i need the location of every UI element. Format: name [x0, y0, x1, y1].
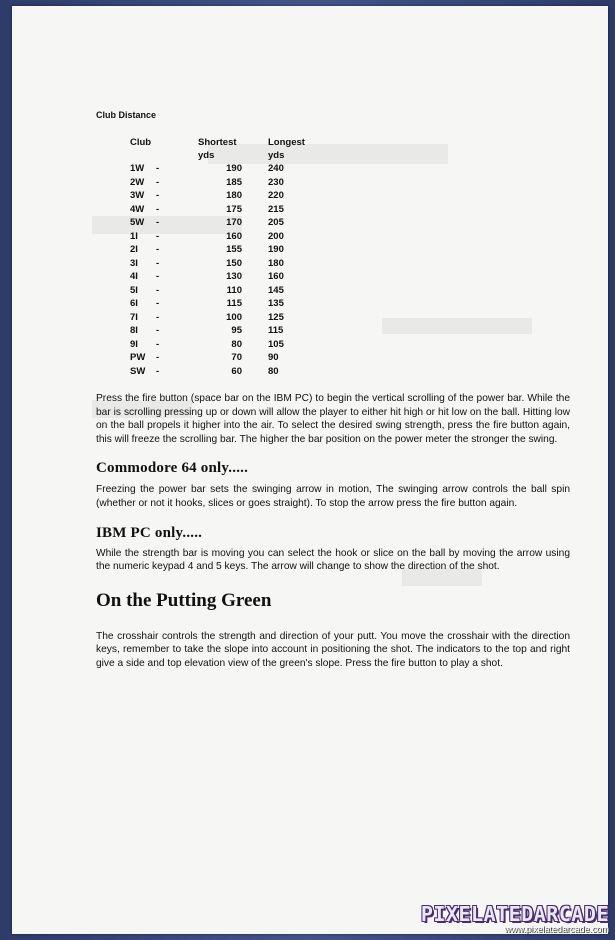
table-row: [130, 243, 318, 257]
table-row: [130, 162, 318, 176]
table-row: [130, 230, 318, 244]
club-shortest: 110: [226, 284, 242, 296]
club-longest: 240: [268, 163, 284, 174]
club-shortest: 95: [231, 325, 242, 336]
row-dash: -: [156, 190, 160, 201]
row-dash: -: [156, 176, 160, 188]
club-longest: 125: [268, 311, 284, 323]
table-row: [130, 203, 318, 217]
ibm-heading: IBM PC only.....: [96, 524, 203, 541]
club-distance-title: Club Distance: [96, 110, 157, 120]
club-name: PW: [130, 352, 146, 363]
club-longest: 80: [268, 365, 279, 377]
club-shortest: 185: [226, 176, 242, 188]
table-row: [130, 216, 318, 230]
club-shortest: 180: [226, 190, 242, 201]
club-longest: 90: [268, 352, 279, 363]
club-shortest: 150: [226, 257, 242, 269]
row-dash: -: [156, 217, 160, 228]
club-shortest: 175: [226, 203, 242, 215]
club-name: 7I: [130, 311, 138, 323]
table-row: [130, 365, 318, 379]
club-name: 3W: [130, 190, 145, 201]
club-longest: 135: [268, 298, 284, 309]
manual-content: [96, 110, 570, 671]
club-name: 3I: [130, 257, 138, 269]
club-name: 4I: [130, 271, 138, 282]
header-longest-unit: yds: [268, 150, 285, 161]
club-shortest: 100: [226, 311, 242, 323]
club-shortest: 115: [226, 298, 242, 309]
club-name: 9I: [130, 338, 138, 350]
row-dash: -: [156, 284, 160, 296]
table-row: [130, 270, 318, 284]
club-name: 4W: [130, 203, 145, 215]
club-longest: 205: [268, 217, 284, 228]
row-dash: -: [156, 325, 160, 336]
site-watermark: [421, 902, 609, 934]
club-shortest: 160: [226, 230, 242, 242]
header-longest: [268, 136, 318, 162]
header-shortest-unit: yds: [198, 150, 215, 161]
club-shortest: 80: [231, 338, 242, 350]
c64-paragraph: Freezing the power bar sets the swinging arrow in motion, The swinging arrow controls the ball spin (whether or not it hooks, slices or goes straight). To stop the arrow press the fire button again.: [96, 484, 570, 509]
club-shortest: 155: [226, 244, 242, 255]
putting-paragraph: The crosshair controls the strength and direction of your putt. You move the crosshair with the direction keys, remember to take the slope into account in positioning the shot. The indicators to the top and right give a side and top elevation view of the green's slope. Press the fire button to play a shot.: [96, 630, 570, 669]
row-dash: -: [156, 365, 160, 377]
club-name: 1W: [130, 163, 145, 174]
club-shortest: 170: [226, 217, 242, 228]
header-spacer: [156, 136, 198, 162]
power-bar-paragraph: Press the fire button (space bar on the IBM PC) to begin the vertical scrolling of the power bar. While the bar is scrolling pressing up or down will allow the player to either hit high or hit low on the ball. Hitting low on the ball propels it higher into the air. To select the desired swing strength, press the fire button again, this will freeze the scrolling bar. The higher the bar position on the power meter the stronger the swing.: [96, 393, 570, 445]
watermark-brand: PIXELATEDARCADE: [420, 902, 609, 926]
club-name: 5W: [130, 217, 145, 228]
row-dash: -: [156, 271, 160, 282]
table-row: [130, 284, 318, 298]
club-longest: 215: [268, 203, 284, 215]
club-longest: 220: [268, 190, 284, 201]
club-longest: 115: [268, 325, 284, 336]
row-dash: -: [156, 298, 160, 309]
club-distance-table: [130, 136, 318, 378]
row-dash: -: [156, 257, 160, 269]
table-row: [130, 324, 318, 338]
club-name: SW: [130, 365, 146, 377]
club-name: 5I: [130, 284, 138, 296]
header-club: Club: [130, 137, 152, 148]
club-name: 6I: [130, 298, 138, 309]
header-longest-label: Longest: [268, 137, 305, 148]
club-name: 2I: [130, 244, 138, 255]
table-row: [130, 189, 318, 203]
club-name: 1I: [130, 230, 138, 242]
table-row: [130, 297, 318, 311]
table-row: [130, 176, 318, 190]
club-longest: 200: [268, 230, 284, 242]
row-dash: -: [156, 230, 160, 242]
table-row: [130, 311, 318, 325]
row-dash: -: [156, 244, 160, 255]
c64-heading: Commodore 64 only.....: [96, 460, 249, 477]
row-dash: -: [156, 163, 160, 174]
row-dash: -: [156, 311, 160, 323]
club-table-header: [130, 136, 318, 162]
watermark-url: www.pixelatedarcade.com: [504, 924, 609, 934]
table-row: [130, 351, 318, 365]
club-longest: 190: [268, 244, 284, 255]
club-longest: 180: [268, 257, 284, 269]
club-longest: 145: [268, 284, 284, 296]
club-longest: 230: [268, 176, 284, 188]
club-longest: 160: [268, 271, 284, 282]
club-shortest: 130: [226, 271, 242, 282]
putting-green-heading: On the Putting Green: [96, 589, 272, 611]
club-longest: 105: [268, 338, 284, 350]
club-name: 8I: [130, 325, 138, 336]
club-shortest: 60: [231, 365, 242, 377]
table-row: [130, 338, 318, 352]
table-row: [130, 257, 318, 271]
row-dash: -: [156, 338, 160, 350]
header-shortest-label: Shortest: [198, 137, 237, 148]
row-dash: -: [156, 203, 160, 215]
manual-page: [12, 6, 608, 934]
club-name: 2W: [130, 176, 145, 188]
header-shortest: [198, 136, 268, 162]
ibm-paragraph: While the strength bar is moving you can select the hook or slice on the ball by moving the arrow using the numeric keypad 4 and 5 keys. The arrow will change to show the direction of the shot.: [96, 547, 570, 573]
row-dash: -: [156, 352, 160, 363]
club-shortest: 190: [226, 163, 242, 174]
club-shortest: 70: [231, 352, 242, 363]
